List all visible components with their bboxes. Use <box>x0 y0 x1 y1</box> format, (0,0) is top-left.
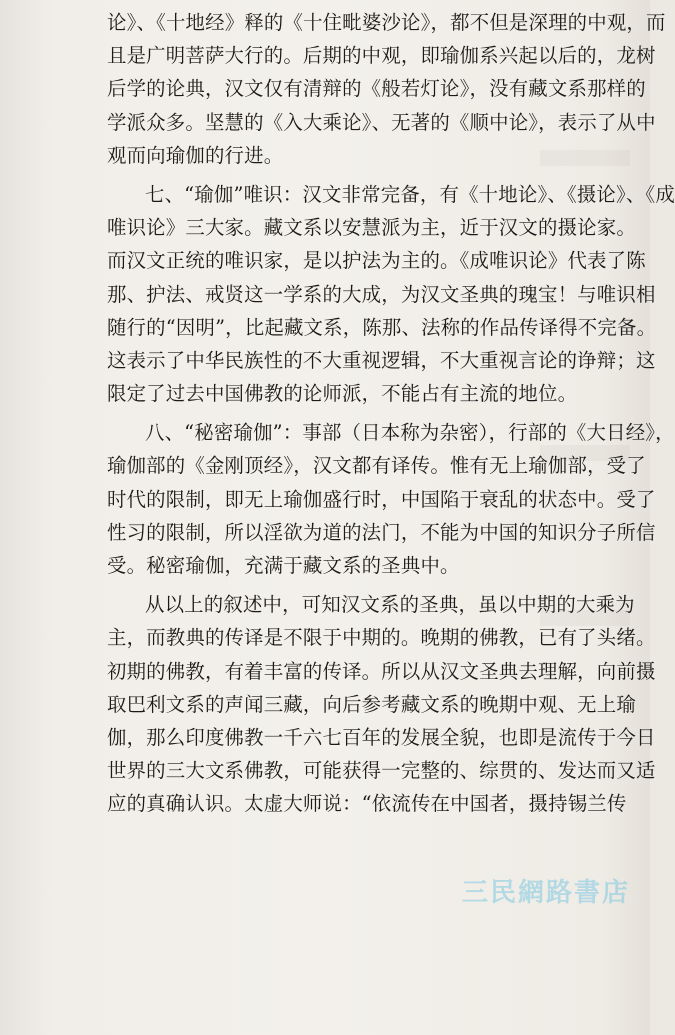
text-line: 随行的“因明”，比起藏文系，陈那、法称的作品传译得不完备。 <box>107 315 657 339</box>
text-line: 取巴利文系的声闻三藏，向后参考藏文系的晚期中观、无上瑜 <box>107 692 636 716</box>
text-line: 时代的限制，即无上瑜伽盛行时，中国陷于衰乱的状态中。受了 <box>107 487 656 511</box>
text-line: 限定了过去中国佛教的论师派，不能占有主流的地位。 <box>107 382 578 406</box>
text-line: 而汉文正统的唯识家，是以护法为主的。《成唯识论》代表了陈 <box>107 249 646 273</box>
text-line: 伽，那么印度佛教一千六七百年的发展全貌，也即是流传于今日 <box>107 725 656 749</box>
text-line: 瑜伽部的《金刚顶经》，汉文都有译传。惟有无上瑜伽部，受了 <box>107 454 646 478</box>
body-text <box>107 6 675 821</box>
text-line: 应的真确认识。太虚大师说：“依流传在中国者，摄持锡兰传 <box>107 792 627 816</box>
text-line: 后学的论典，汉文仅有清辩的《般若灯论》，没有藏文系那样的 <box>107 77 646 101</box>
text-line: 初期的佛教，有着丰富的传译。所以从汉文圣典去理解，向前摄 <box>107 659 656 683</box>
paragraph-start-line: 七、“瑜伽”唯识：汉文非常完备，有《十地论》、《摄论》、《成 <box>145 182 675 206</box>
text-line: 唯识论》三大家。藏文系以安慧派为主，近于汉文的摄论家。 <box>107 216 636 240</box>
text-line: 学派众多。坚慧的《入大乘论》、无著的《顺中论》，表示了从中 <box>107 110 656 134</box>
watermark-logo: 三民網路書店 <box>462 878 631 908</box>
text-line: 那、护法、戒贤这一学系的大成，为汉文圣典的瑰宝！与唯识相 <box>107 282 656 306</box>
text-line: 世界的三大文系佛教，可能获得一完整的、综贯的、发达而又适 <box>107 759 656 783</box>
text-line: 性习的限制，所以淫欲为道的法门，不能为中国的知识分子所信 <box>107 520 656 544</box>
text-line: 论》、《十地经》释的《十住毗婆沙论》，都不但是深理的中观，而 <box>107 11 666 34</box>
text-line: 这表示了中华民族性的不大重视逻辑，不大重视言论的诤辩；这 <box>107 348 656 372</box>
text-line: 且是广明菩萨大行的。后期的中观，即瑜伽系兴起以后的，龙树 <box>107 44 656 68</box>
text-line: 主，而教典的传译是不限于中期的。晚期的佛教，已有了头绪。 <box>107 626 656 650</box>
text-line: 观而向瑜伽的行进。 <box>107 143 284 167</box>
text-line: 受。秘密瑜伽，充满于藏文系的圣典中。 <box>107 554 460 577</box>
paragraph-start-line: 从以上的叙述中，可知汉文系的圣典，虽以中期的大乘为 <box>145 593 635 617</box>
paragraph-start-line: 八、“秘密瑜伽”：事部（日本称为杂密），行部的《大日经》， <box>145 421 675 445</box>
